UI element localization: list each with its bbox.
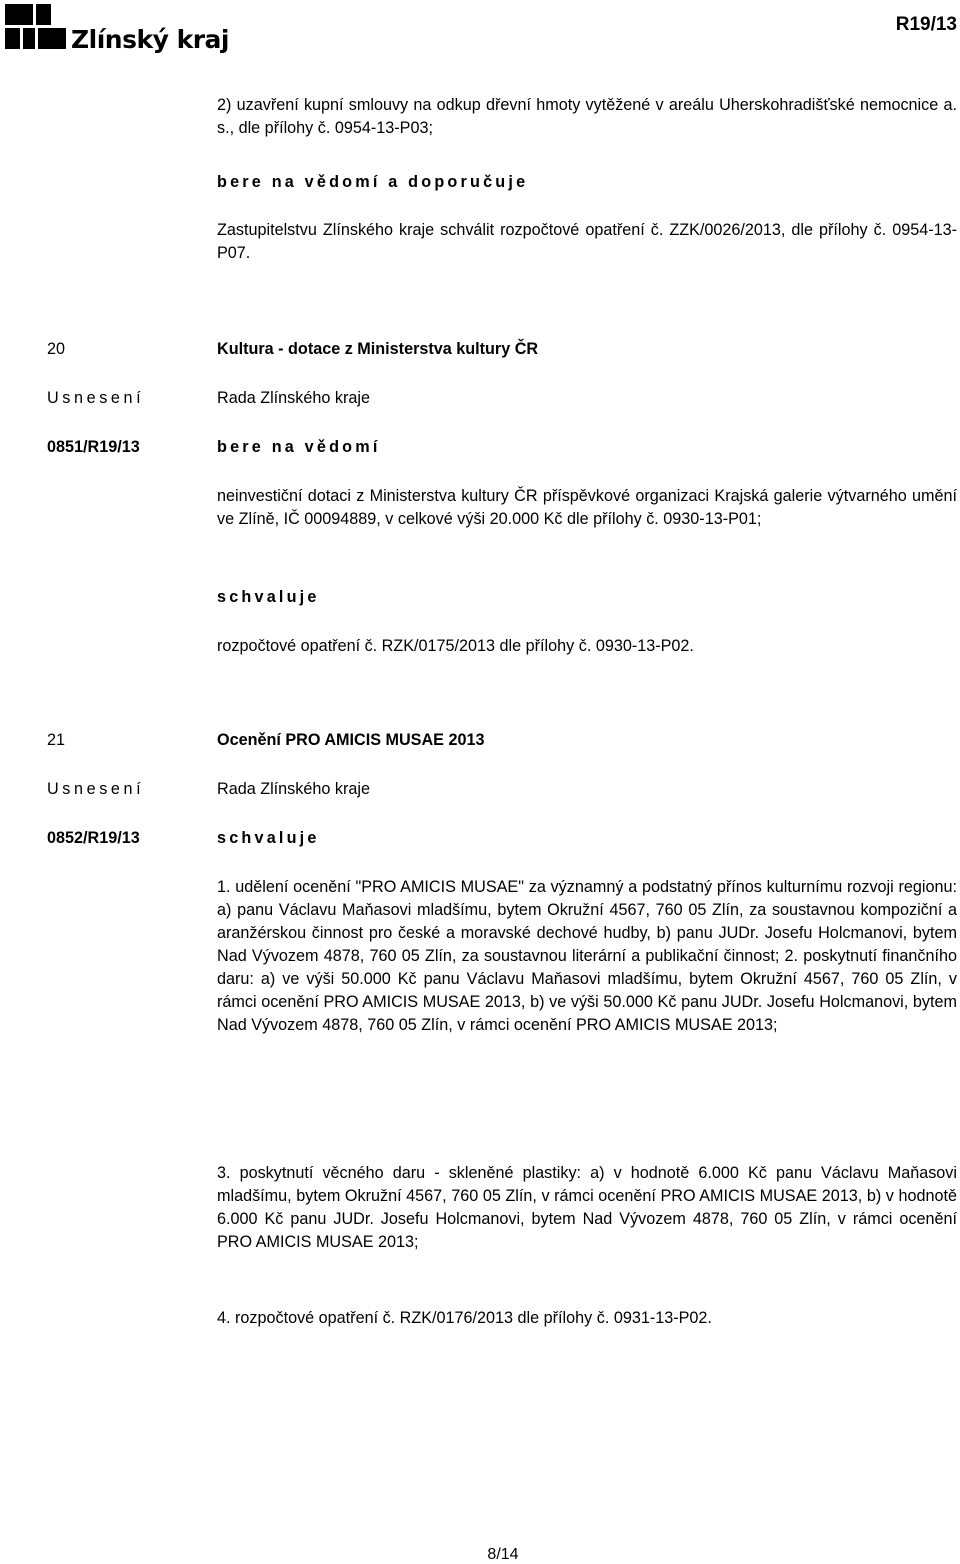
- logo-square-icon: [5, 28, 20, 49]
- resolution-text: neinvestiční dotaci z Ministerstva kultury ČR příspěvkové organizaci Krajská galerie výtvarného umění ve Zlíně, IČ 00094889, v celkové výši 20.000 Kč dle přílohy č. 0930-13-P01;: [217, 487, 957, 528]
- award-text-block: 3. poskytnutí věcného daru - skleněné plastiky: a) v hodnotě 6.000 Kč panu Václavu Maňasovi mladšímu, bytem Okružní 4567, 760 05 Zlín, v rámci ocenění PRO AMICIS MUSAE 2013, b) v hodnotě 6.000 Kč panu JUDr. Josefu Holcmanovi, bytem Nad Vývozem 4878, 760 05 Zlín, v rámci ocenění PRO AMICIS MUSAE 2013;: [217, 1164, 957, 1251]
- resolution-number: 0852/R19/13: [47, 829, 140, 847]
- resolution-verb: bere na vědomí: [217, 438, 381, 456]
- resolution-text: rozpočtové opatření č. RZK/0175/2013 dle přílohy č. 0930-13-P02.: [217, 637, 694, 655]
- usneseni-label: Usnesení: [47, 389, 145, 407]
- resolution-body: Rada Zlínského kraje: [217, 780, 370, 798]
- intro-text: Zastupitelstvu Zlínského kraje schválit rozpočtové opatření č. ZZK/0026/2013, dle přílohy č. 0954-13-P07.: [217, 221, 957, 262]
- logo-text: Zlínský kraj: [71, 25, 229, 54]
- page-number: 8/14: [487, 1546, 519, 1563]
- logo-square-icon: [36, 4, 51, 25]
- item-number: 20: [47, 340, 66, 358]
- logo-square-icon: [23, 28, 35, 49]
- zlinsky-kraj-logo: [5, 4, 229, 56]
- item-title: Kultura - dotace z Ministerstva kultury ČR: [217, 340, 539, 358]
- usneseni-label: Usnesení: [47, 780, 145, 798]
- item-number: 21: [47, 731, 66, 749]
- intro-item-2: 2) uzavření kupní smlouvy na odkup dřevní hmoty vytěžené v areálu Uherskohradišťské nemocnice a. s., dle přílohy č. 0954-13-P03;: [217, 96, 957, 137]
- award-text-block: 4. rozpočtové opatření č. RZK/0176/2013 dle přílohy č. 0931-13-P02.: [217, 1309, 712, 1327]
- resolution-number: 0851/R19/13: [47, 438, 140, 456]
- logo-square-icon: [5, 4, 33, 25]
- resolution-verb: schvaluje: [217, 588, 320, 606]
- resolution-verb: schvaluje: [217, 829, 320, 847]
- logo-square-icon: [38, 28, 66, 49]
- resolution-body: Rada Zlínského kraje: [217, 389, 370, 407]
- intro-verb: bere na vědomí a doporučuje: [217, 173, 529, 191]
- document-code: R19/13: [895, 14, 957, 35]
- award-text-block: 1. udělení ocenění "PRO AMICIS MUSAE" za významný a podstatný přínos kulturnímu rozvoji regionu: a) panu Václavu Maňasovi mladšímu, bytem Okružní 4567, 760 05 Zlín, za soustavnou kompoziční a aranžérskou činnost pro české a moravské dechové hudby, b) panu JUDr. Josefu Holcmanovi, bytem Nad Vývozem 4878, 760 05 Zlín, za soustavnou literární a publikační činnost; 2. poskytnutí finančního daru: a) ve výši 50.000 Kč panu Václavu Maňasovi mladšímu, bytem Okružní 4567, 760 05 Zlín, v rámci ocenění PRO AMICIS MUSAE 2013, b) ve výši 50.000 Kč panu JUDr. Josefu Holcmanovi, bytem Nad Vývozem 4878, 760 05 Zlín, v rámci ocenění PRO AMICIS MUSAE 2013;: [217, 878, 957, 1034]
- item-title: Ocenění PRO AMICIS MUSAE 2013: [217, 731, 485, 749]
